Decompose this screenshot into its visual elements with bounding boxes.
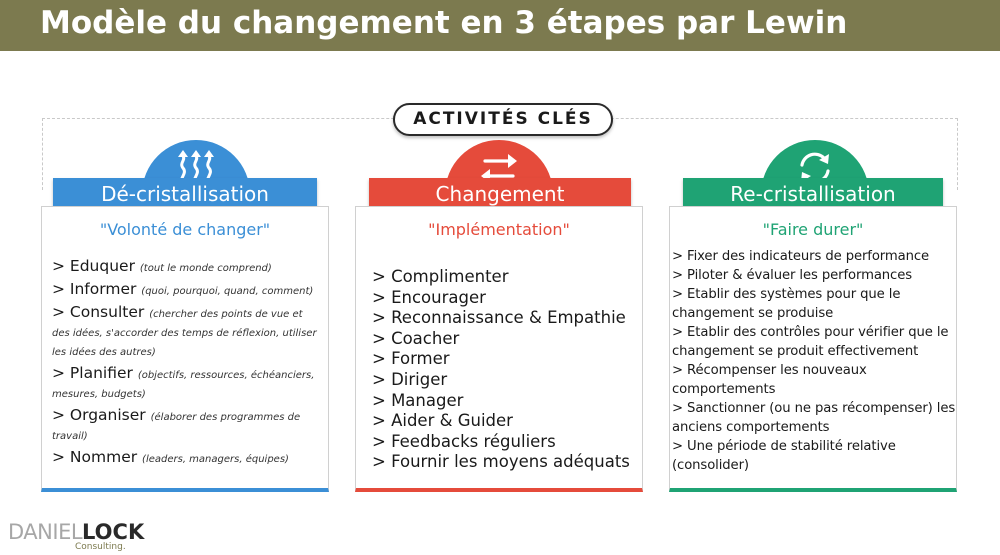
list-item: > Eduquer (tout le monde comprend) xyxy=(52,257,272,275)
list-item: > Une période de stabilité relative (consolider) xyxy=(672,439,896,473)
phase-card xyxy=(355,206,643,492)
list-item: > Fournir les moyens adéquats xyxy=(372,452,630,472)
list-item: > Consulter (chercher des points de vue et des idées, s'accorder des temps de réflexion, utiliser les idées des autres) xyxy=(52,303,317,358)
list-item: > Aider & Guider xyxy=(372,411,513,431)
list-item: > Etablir des contrôles pour vérifier que le changement se produit effectivement xyxy=(672,325,949,359)
list-item: > Planifier (objectifs, ressources, échéanciers, mesures, budgets) xyxy=(52,364,315,400)
activity-list xyxy=(52,257,322,471)
list-item: > Feedbacks réguliers xyxy=(372,431,556,451)
list-item: > Former xyxy=(372,349,450,369)
list-item: > Nommer (leaders, managers, équipes) xyxy=(52,448,289,466)
page-title: Modèle du changement en 3 étapes par Lewin xyxy=(40,5,848,41)
phase-card xyxy=(669,206,957,492)
list-item: > Informer (quoi, pourquoi, quand, comment) xyxy=(52,280,314,298)
list-item: > Sanctionner (ou ne pas récompenser) les anciens comportements xyxy=(672,401,956,435)
list-item: > Récompenser les nouveaux comportements xyxy=(672,363,867,397)
list-item: > Fixer des indicateurs de performance xyxy=(672,249,930,264)
list-item: > Encourager xyxy=(372,287,486,307)
phase-title: Re-cristallisation xyxy=(683,178,943,210)
list-item: > Manager xyxy=(372,390,464,410)
phase-slogan: "Volonté de changer" xyxy=(99,220,271,239)
list-item: > Coacher xyxy=(372,328,460,348)
activity-list xyxy=(672,247,960,475)
list-item: > Reconnaissance & Empathie xyxy=(372,308,626,328)
list-item: > Complimenter xyxy=(372,267,509,286)
activity-list xyxy=(372,267,642,473)
phase-card xyxy=(41,206,329,492)
company-logo: DANIELLOCK Consulting. xyxy=(8,520,145,552)
list-item: > Piloter & évaluer les performances xyxy=(672,268,912,283)
phase-title: Dé-cristallisation xyxy=(53,178,317,210)
list-item: > Organiser (élaborer des programmes de travail) xyxy=(52,406,301,442)
list-item: > Diriger xyxy=(372,369,448,389)
phase-slogan: "Implémentation" xyxy=(428,220,570,239)
phase-title: Changement xyxy=(369,178,631,210)
list-item: > Etablir des systèmes pour que le changement se produise xyxy=(672,287,901,321)
section-label: ACTIVITÉS CLÉS xyxy=(393,103,613,136)
phase-slogan: "Faire durer" xyxy=(762,220,864,239)
